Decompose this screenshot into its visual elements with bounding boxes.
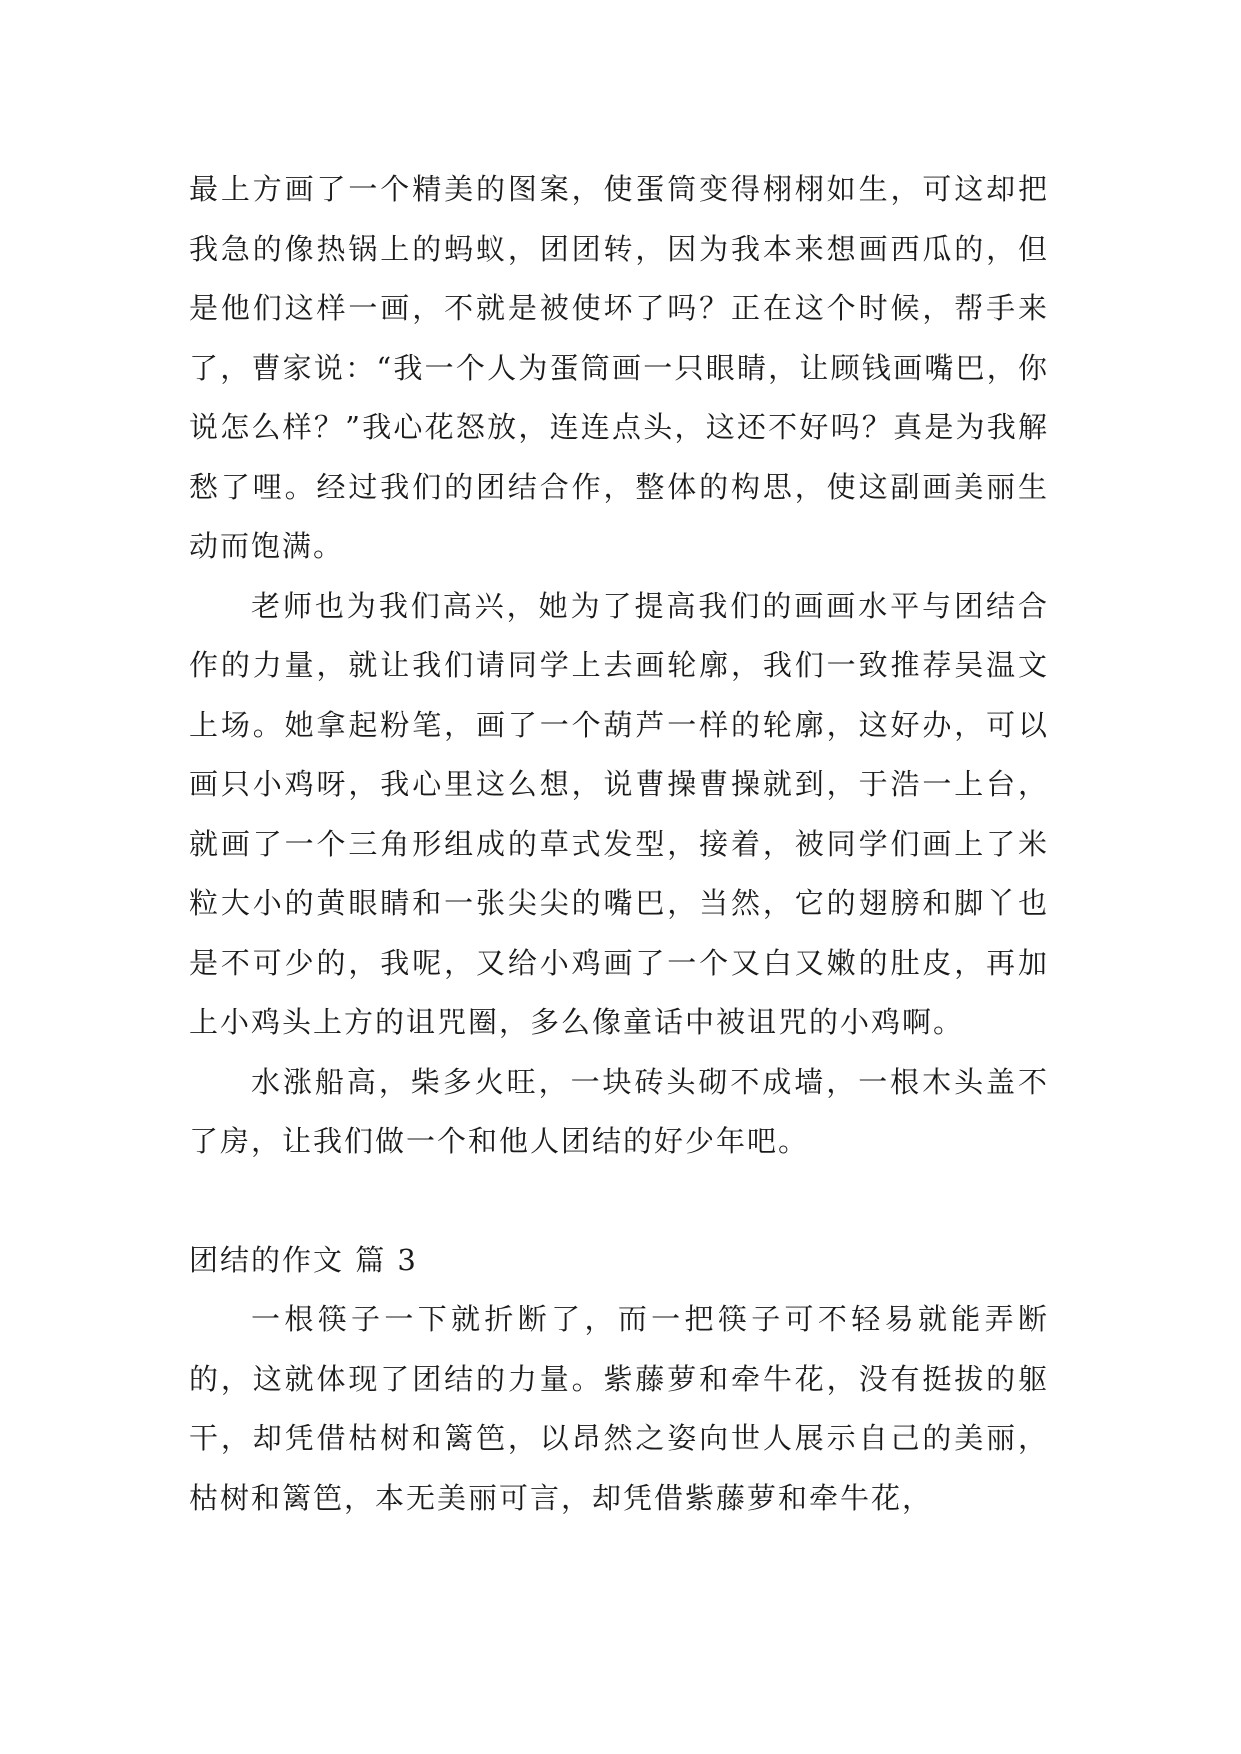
paragraph-1: 最上方画了一个精美的图案，使蛋筒变得栩栩如生，可这却把我急的像热锅上的蚂蚁，团团转，因为我本来想画西瓜的，但是他们这样一画，不就是被使坏了吗？正在这个时候，帮手来了，曹家说：“我一个人为蛋筒画一只眼睛，让顾钱画嘴巴，你说怎么样？”我心花怒放，连连点头，这还不好吗？真是为我解愁了哩。经过我们的团结合作，整体的构思，使这副画美丽生动而饱满。	[189, 172, 1049, 563]
section-spacer	[189, 1172, 1049, 1231]
paragraph-4: 一根筷子一下就折断了，而一把筷子可不轻易就能弄断的，这就体现了团结的力量。紫藤萝和牵牛花，没有挺拔的躯干，却凭借枯树和篱笆，以昂然之姿向世人展示自己的美丽，枯树和篱笆，本无美丽可言，却凭借紫藤萝和牵牛花，	[189, 1302, 1049, 1515]
document-body	[189, 160, 1049, 1528]
paragraph-3: 水涨船高，柴多火旺，一块砖头砌不成墙，一根木头盖不了房，让我们做一个和他人团结的好少年吧。	[189, 1064, 1049, 1158]
section-heading: 团结的作文 篇 3	[189, 1242, 418, 1277]
paragraph-2: 老师也为我们高兴，她为了提高我们的画画水平与团结合作的力量，就让我们请同学上去画轮廓，我们一致推荐吴温文上场。她拿起粉笔，画了一个葫芦一样的轮廓，这好办，可以画只小鸡呀，我心里这么想，说曹操曹操就到，于浩一上台，就画了一个三角形组成的草式发型，接着，被同学们画上了米粒大小的黄眼睛和一张尖尖的嘴巴，当然，它的翅膀和脚丫也是不可少的，我呢，又给小鸡画了一个又白又嫩的肚皮，再加上小鸡头上方的诅咒圈，多么像童话中被诅咒的小鸡啊。	[189, 588, 1049, 1039]
